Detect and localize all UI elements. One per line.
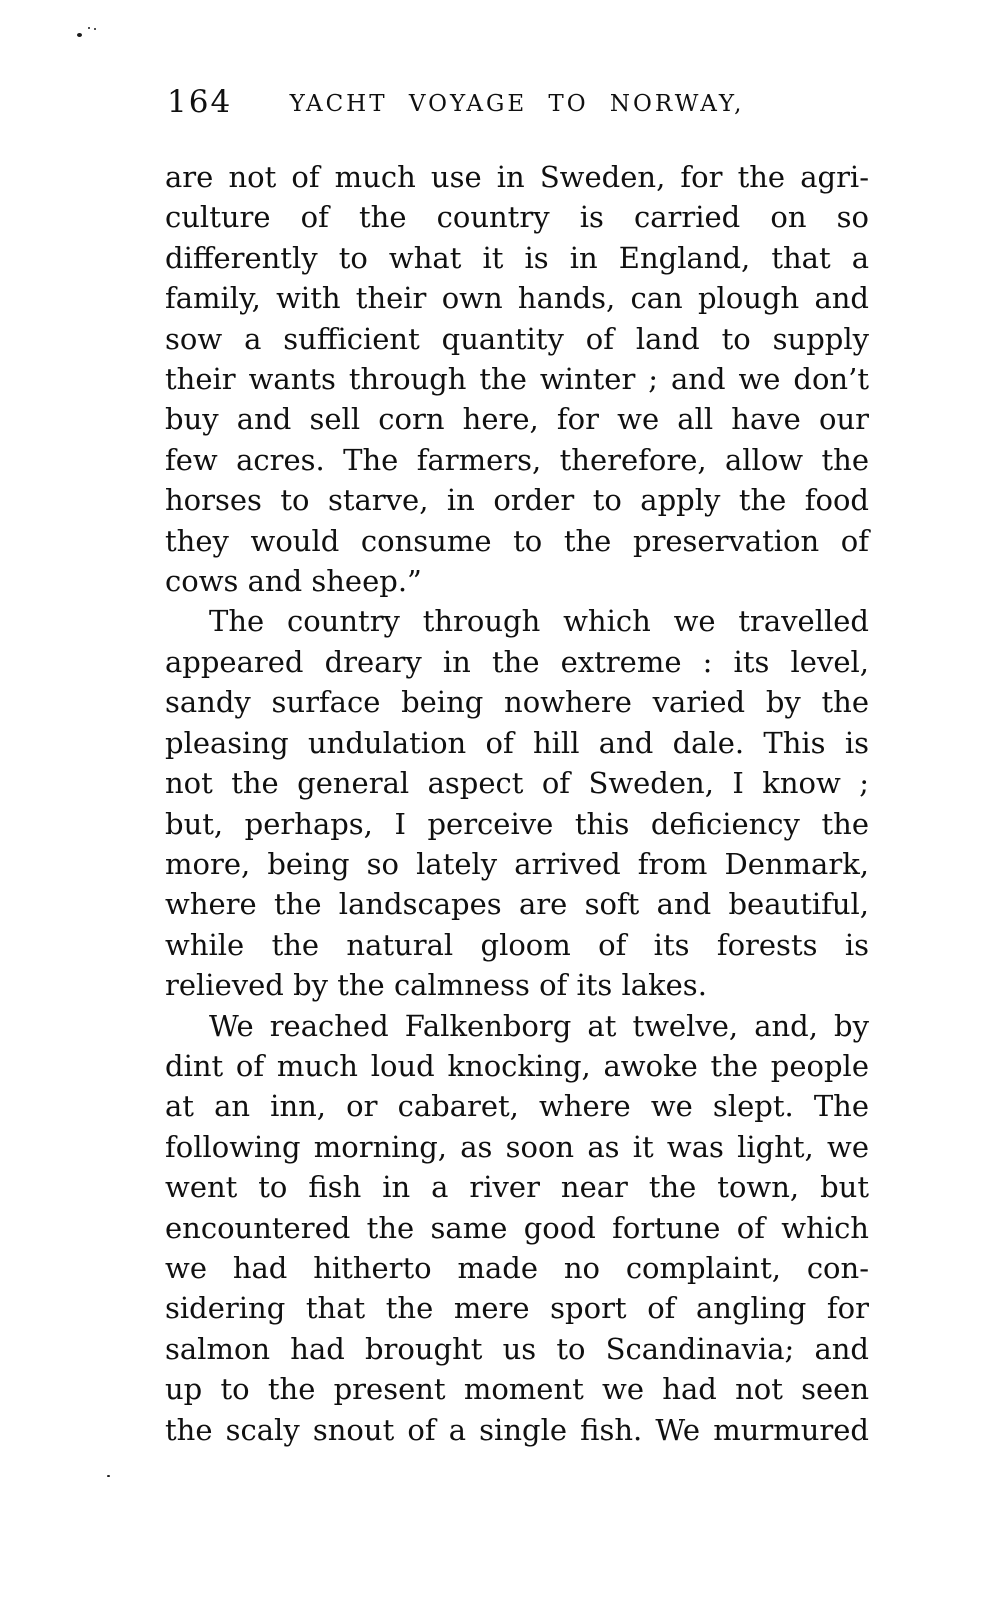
- page-header: [165, 84, 869, 126]
- text-line: we had hitherto made no complaint, con-: [165, 1250, 869, 1285]
- text-line: buy and sell corn here, for we all have our: [165, 402, 869, 437]
- text-line: dint of much loud knocking, awoke the people: [165, 1048, 869, 1083]
- text-line: but, perhaps, I perceive this deficiency the: [165, 806, 869, 841]
- text-line: up to the present moment we had not seen: [165, 1372, 869, 1407]
- text-line: more, being so lately arrived from Denmark,: [165, 846, 869, 881]
- text-line: are not of much use in Sweden, for the agri-: [165, 160, 869, 194]
- text-line: where the landscapes are soft and beautiful,: [165, 887, 869, 922]
- scan-speckle: [94, 28, 96, 30]
- text-line: sow a sufficient quantity of land to supply: [165, 321, 869, 356]
- text-line: pleasing undulation of hill and dale. This is: [165, 725, 869, 760]
- scan-speckle: [77, 33, 82, 37]
- paragraph: [165, 1006, 869, 1450]
- text-line: appeared dreary in the extreme : its level,: [165, 644, 869, 679]
- paragraph: [165, 601, 869, 1005]
- text-line: cows and sheep.”: [165, 564, 422, 599]
- page-number: 164: [167, 84, 233, 120]
- text-line: few acres. The farmers, therefore, allow the: [165, 442, 869, 477]
- text-line: sandy surface being nowhere varied by the: [165, 685, 869, 720]
- text-line: culture of the country is carried on so: [165, 200, 869, 235]
- running-title: YACHT VOYAGE TO NORWAY,: [289, 91, 745, 117]
- text-line: following morning, as soon as it was light, we: [165, 1129, 869, 1164]
- text-line: salmon had brought us to Scandinavia; and: [165, 1331, 869, 1366]
- scan-speckle: [107, 1475, 110, 1477]
- page-body: [165, 157, 869, 1450]
- text-line: sidering that the mere sport of angling for: [165, 1291, 869, 1326]
- text-line: horses to starve, in order to apply the food: [165, 483, 869, 518]
- text-line: family, with their own hands, can plough and: [165, 281, 869, 316]
- scan-speckle: [88, 27, 90, 29]
- text-line: relieved by the calmness of its lakes.: [165, 968, 707, 1003]
- text-line: not the general aspect of Sweden, I know ;: [165, 766, 869, 801]
- text-line: at an inn, or cabaret, where we slept. The: [165, 1089, 869, 1124]
- text-line: We reached Falkenborg at twelve, and, by: [209, 1008, 869, 1043]
- text-line: went to fish in a river near the town, but: [165, 1170, 869, 1205]
- text-line: they would consume to the preservation of: [165, 523, 869, 558]
- text-line: The country through which we travelled: [209, 604, 869, 639]
- text-line: encountered the same good fortune of which: [165, 1210, 869, 1245]
- text-line: differently to what it is in England, that a: [165, 240, 869, 275]
- text-line: their wants through the winter ; and we don’t: [165, 362, 869, 397]
- paragraph: [165, 157, 869, 601]
- text-line: while the natural gloom of its forests is: [165, 927, 869, 962]
- text-line: the scaly snout of a single fish. We murmured: [165, 1412, 869, 1447]
